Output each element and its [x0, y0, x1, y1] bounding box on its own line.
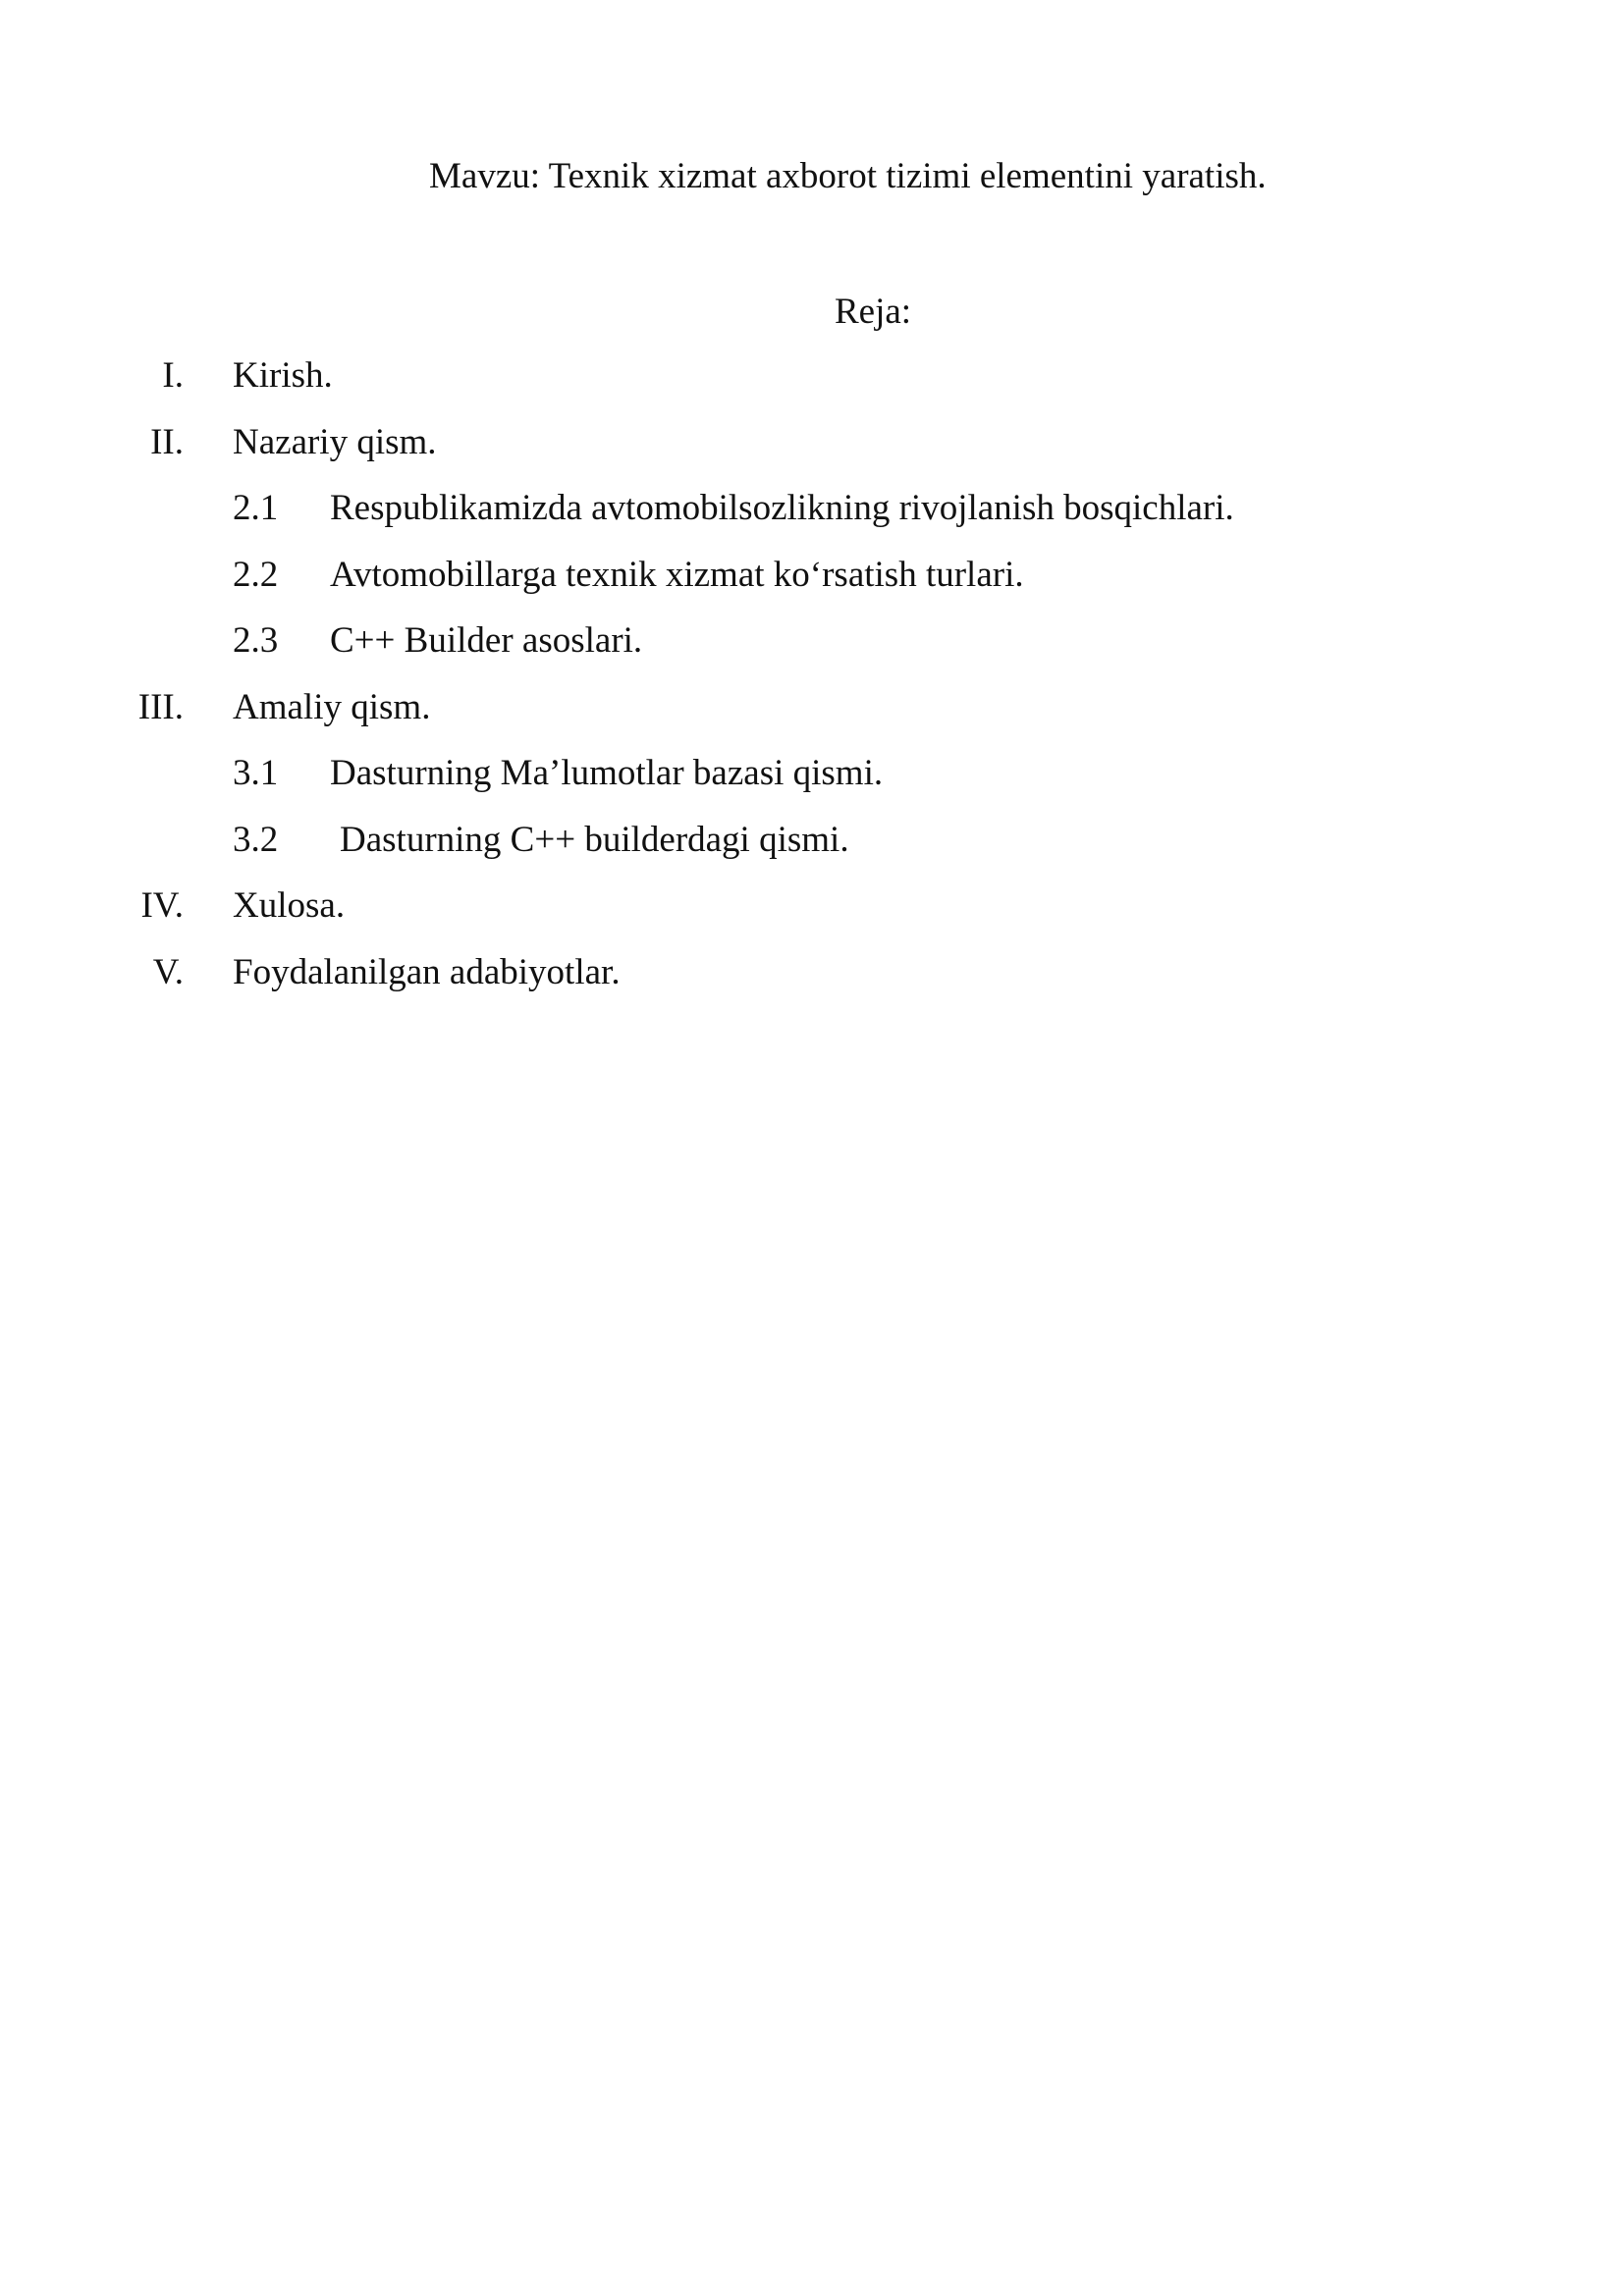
outline-item-3 [0, 680, 1624, 747]
outline-subnumber: 2.2 [233, 554, 279, 595]
outline-subnumber: 2.1 [233, 488, 279, 528]
outline-number: III. [137, 686, 184, 727]
plan-heading: Reja: [835, 292, 912, 332]
outline-text: Amaliy qism. [233, 686, 431, 727]
outline-item-5 [0, 945, 1624, 1012]
outline-subitem-2-3 [0, 614, 1624, 680]
outline-text: Foydalanilgan adabiyotlar. [233, 951, 621, 992]
outline-subtext: C++ Builder asoslari. [330, 620, 643, 661]
outline-subtext: Dasturning C++ builderdagi qismi. [340, 819, 849, 860]
outline-subitem-3-1 [0, 746, 1624, 813]
outline-number: II. [150, 421, 184, 462]
outline-subitem-2-2 [0, 548, 1624, 614]
outline-text: Xulosa. [233, 885, 346, 926]
outline-text: Nazariy qism. [233, 421, 437, 462]
outline-number: IV. [140, 885, 184, 926]
plan-outline [0, 348, 1624, 1011]
outline-subnumber: 2.3 [233, 620, 279, 661]
outline-item-2 [0, 415, 1624, 482]
outline-subnumber: 3.1 [233, 753, 279, 793]
outline-text: Kirish. [233, 355, 333, 396]
outline-item-4 [0, 879, 1624, 945]
outline-subitem-3-2 [0, 813, 1624, 880]
outline-subtext: Avtomobillarga texnik xizmat ko‘rsatish turlari. [330, 554, 1024, 595]
document-title: Mavzu: Texnik xizmat axborot tizimi elementini yaratish. [429, 156, 1267, 196]
outline-subnumber: 3.2 [233, 819, 279, 860]
outline-subitem-2-1 [0, 481, 1624, 548]
outline-subtext: Dasturning Ma’lumotlar bazasi qismi. [330, 753, 884, 793]
outline-number: V. [152, 951, 184, 992]
outline-subtext: Respublikamizda avtomobilsozlikning rivojlanish bosqichlari. [330, 488, 1234, 528]
outline-item-1 [0, 348, 1624, 415]
outline-number: I. [162, 355, 184, 396]
